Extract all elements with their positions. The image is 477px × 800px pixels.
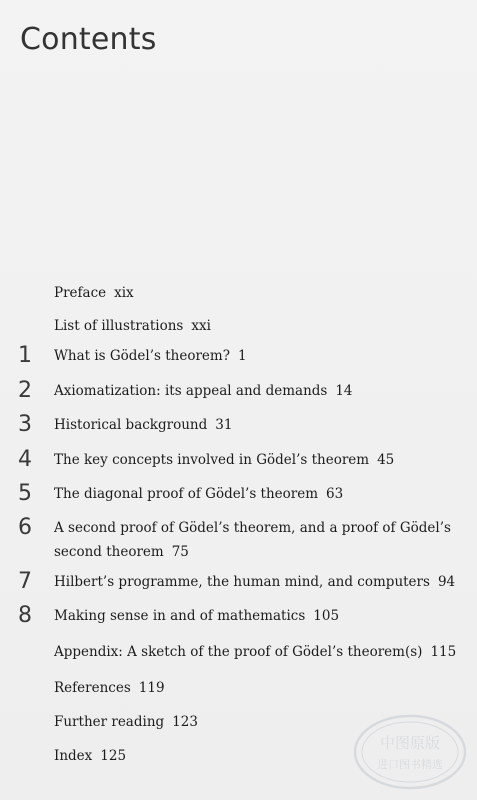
chapter-number: 3 xyxy=(18,412,32,437)
toc-page-number: 31 xyxy=(215,417,233,433)
toc-entry-title: The diagonal proof of Gödel’s theorem 63 xyxy=(54,486,344,502)
chapter-number: 8 xyxy=(18,603,32,628)
toc-entry-title: Index 125 xyxy=(54,748,127,764)
toc-page-number: 63 xyxy=(326,486,344,502)
chapter-number: 6 xyxy=(18,515,32,540)
toc-entry-title: Preface xix xyxy=(54,285,134,301)
toc-entry-title: Historical background 31 xyxy=(54,417,233,433)
toc-page-number: xxi xyxy=(191,318,211,334)
toc-page-number: 75 xyxy=(171,544,189,560)
toc-entry-title: A second proof of Gödel’s theorem, and a proof of Gödel’s xyxy=(54,520,451,536)
toc-page-number: 115 xyxy=(430,644,457,660)
chapter-number: 5 xyxy=(18,481,32,506)
toc-page-number: 105 xyxy=(313,608,340,624)
chapter-number: 2 xyxy=(18,378,32,403)
chapter-number: 7 xyxy=(18,569,32,594)
watermark-line-1: 中图原版 xyxy=(379,734,441,752)
chapter-number: 4 xyxy=(18,447,32,472)
toc-page-number: 125 xyxy=(100,748,127,764)
toc-page-number: 14 xyxy=(335,383,353,399)
page-title: Contents xyxy=(20,22,157,57)
toc-entry-title: Further reading 123 xyxy=(54,714,198,730)
toc-page-number: xix xyxy=(114,285,134,301)
toc-entry-title: References 119 xyxy=(54,680,165,696)
chapter-number: 1 xyxy=(18,343,32,368)
watermark-line-2: 进口图书精选 xyxy=(377,758,443,771)
toc-entry-title: Making sense in and of mathematics 105 xyxy=(54,608,340,624)
toc-page-number: 119 xyxy=(138,680,165,696)
toc-page-number: 123 xyxy=(172,714,198,730)
toc-page-number: 94 xyxy=(437,574,456,590)
toc-entry-title: Axiomatization: its appeal and demands 14 xyxy=(54,383,353,399)
toc-entry-title: Appendix: A sketch of the proof of Gödel’s theorem(s) 115 xyxy=(54,644,457,660)
toc-entry-title: List of illustrations xxi xyxy=(54,318,211,334)
toc-entry-title: What is Gödel’s theorem? 1 xyxy=(54,348,247,364)
toc-entry-title: The key concepts involved in Gödel’s theorem 45 xyxy=(54,452,395,468)
toc-entry-title: Hilbert’s programme, the human mind, and computers 94 xyxy=(54,574,456,590)
toc-page-number: 45 xyxy=(377,452,395,468)
toc-page-number: 1 xyxy=(237,348,247,364)
toc-entry-title-continued: second theorem 75 xyxy=(54,544,189,560)
